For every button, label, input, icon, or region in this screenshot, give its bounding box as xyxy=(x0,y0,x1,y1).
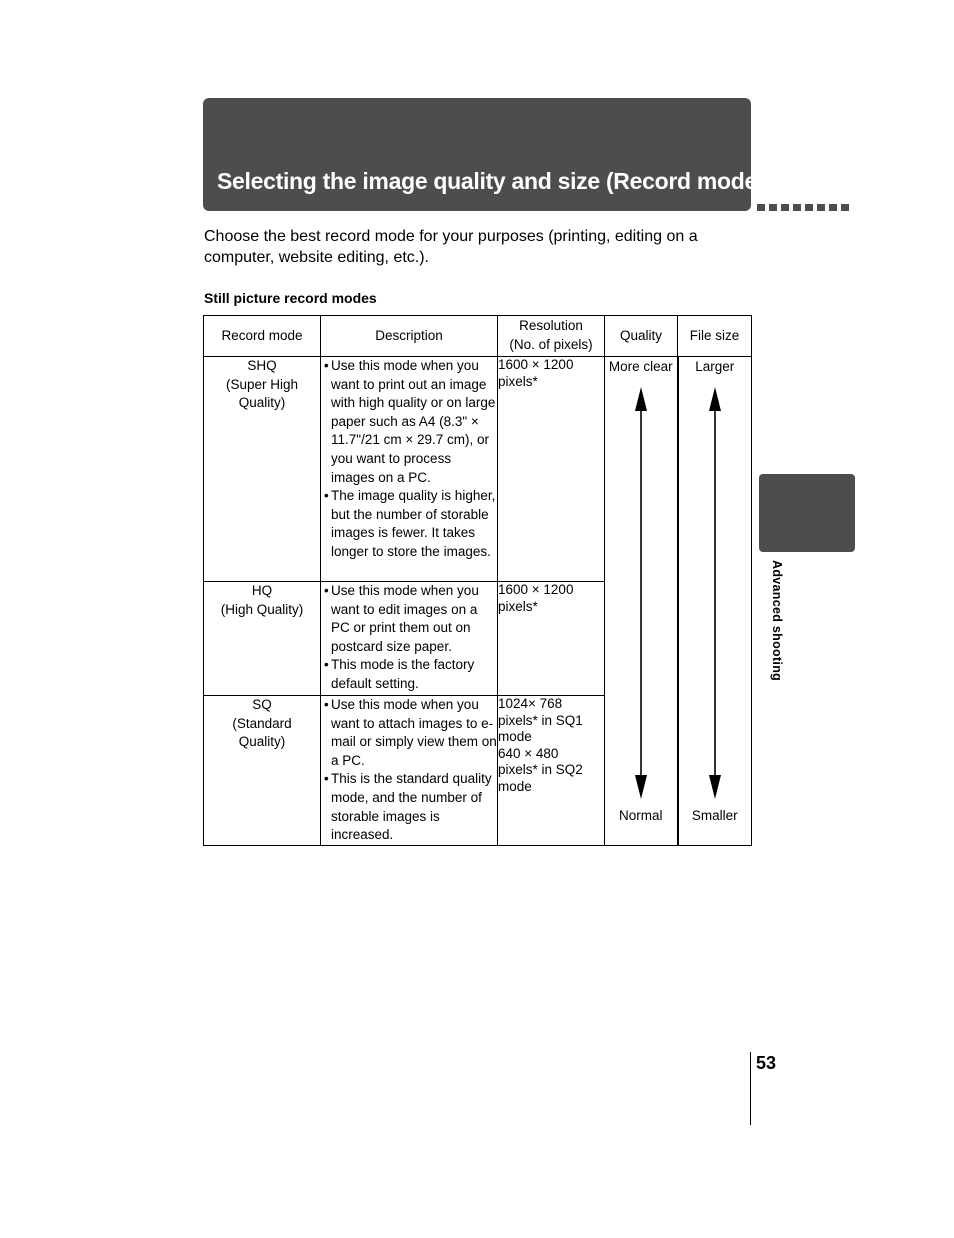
resolution-cell xyxy=(498,696,605,846)
quality-double-arrow-icon xyxy=(633,387,649,799)
resolution-value: pixels* in SQ1 xyxy=(498,712,583,728)
header-file-size: File size xyxy=(678,316,752,357)
quality-top-label: More clear xyxy=(608,359,673,374)
description-cell xyxy=(321,582,498,696)
record-mode-table xyxy=(203,315,752,846)
size-scale-cell xyxy=(678,357,752,846)
resolution-value: 640 × 480 xyxy=(498,745,559,761)
list-item: • Use this mode when you want to edit images on a PC or print them out on postcard size paper. xyxy=(324,582,497,656)
mode-cell-hq xyxy=(204,582,321,696)
header-description: Description xyxy=(321,316,498,357)
description-cell xyxy=(321,696,498,846)
page-title: Selecting the image quality and size (Record mode) xyxy=(217,168,765,194)
size-top-label: Larger xyxy=(695,359,735,374)
resolution-value: pixels* in SQ2 xyxy=(498,762,583,777)
page-number-rule xyxy=(750,1052,751,1125)
size-double-arrow-icon xyxy=(707,387,723,799)
description-list xyxy=(321,357,497,562)
description-list xyxy=(321,696,497,845)
title-bar xyxy=(203,98,765,211)
resolution-value: 1024× 768 xyxy=(498,696,563,711)
page-number: 53 xyxy=(756,1053,777,1073)
list-item: • Use this mode when you want to print out an image with high quality or on large paper such as A4 (8.3" × 11.7"/21 cm × 29.7 cm), or you want to process images on a PC. xyxy=(324,357,497,487)
header-resolution xyxy=(498,316,605,357)
resolution-cell xyxy=(498,582,605,696)
list-item: • The image quality is higher, but the number of storable images is fewer. It takes longer to store the images. xyxy=(324,487,497,561)
header-quality: Quality xyxy=(605,316,678,357)
quality-scale-cell xyxy=(605,357,678,846)
mode-subtitle: (Super High xyxy=(225,376,299,392)
chapter-label: Advanced shooting xyxy=(770,560,784,682)
size-bottom-label: Smaller xyxy=(691,808,738,824)
mode-subtitle: (High Quality) xyxy=(220,601,304,617)
list-item: • This is the standard quality mode, and the number of storable images is increased. xyxy=(324,770,497,844)
resolution-value: 1600 × 1200 xyxy=(498,582,574,597)
mode-cell-sq xyxy=(204,696,321,846)
resolution-value: pixels* xyxy=(498,373,538,389)
mode-name: SQ xyxy=(252,697,272,712)
chapter-tab xyxy=(759,474,855,552)
mode-subtitle: Quality) xyxy=(238,734,286,750)
header-resolution-line2: (No. of pixels) xyxy=(509,337,593,352)
intro-paragraph: Choose the best record mode for your purposes (printing, editing on a computer, website editing, etc.). xyxy=(204,228,698,266)
resolution-cell xyxy=(498,357,605,582)
table-header-row xyxy=(204,316,752,357)
title-dots xyxy=(757,204,849,211)
resolution-value: pixels* xyxy=(498,598,538,614)
mode-subtitle: Quality) xyxy=(238,395,286,411)
table-row xyxy=(204,357,752,582)
mode-cell-shq xyxy=(204,357,321,582)
description-cell xyxy=(321,357,498,582)
mode-name: SHQ xyxy=(247,358,277,373)
resolution-value: mode xyxy=(498,778,532,794)
section-heading: Still picture record modes xyxy=(204,290,377,306)
resolution-value: mode xyxy=(498,729,532,744)
resolution-value: 1600 × 1200 xyxy=(498,357,574,372)
header-resolution-line1: Resolution xyxy=(519,318,583,334)
header-record-mode: Record mode xyxy=(204,316,321,357)
mode-name: HQ xyxy=(251,583,273,598)
description-list xyxy=(321,582,497,694)
quality-bottom-label: Normal xyxy=(618,808,663,824)
mode-subtitle: (Standard xyxy=(232,715,292,731)
list-item: • This mode is the factory default setting. xyxy=(324,656,497,693)
list-item: • Use this mode when you want to attach images to e-mail or simply view them on a PC. xyxy=(324,696,497,770)
